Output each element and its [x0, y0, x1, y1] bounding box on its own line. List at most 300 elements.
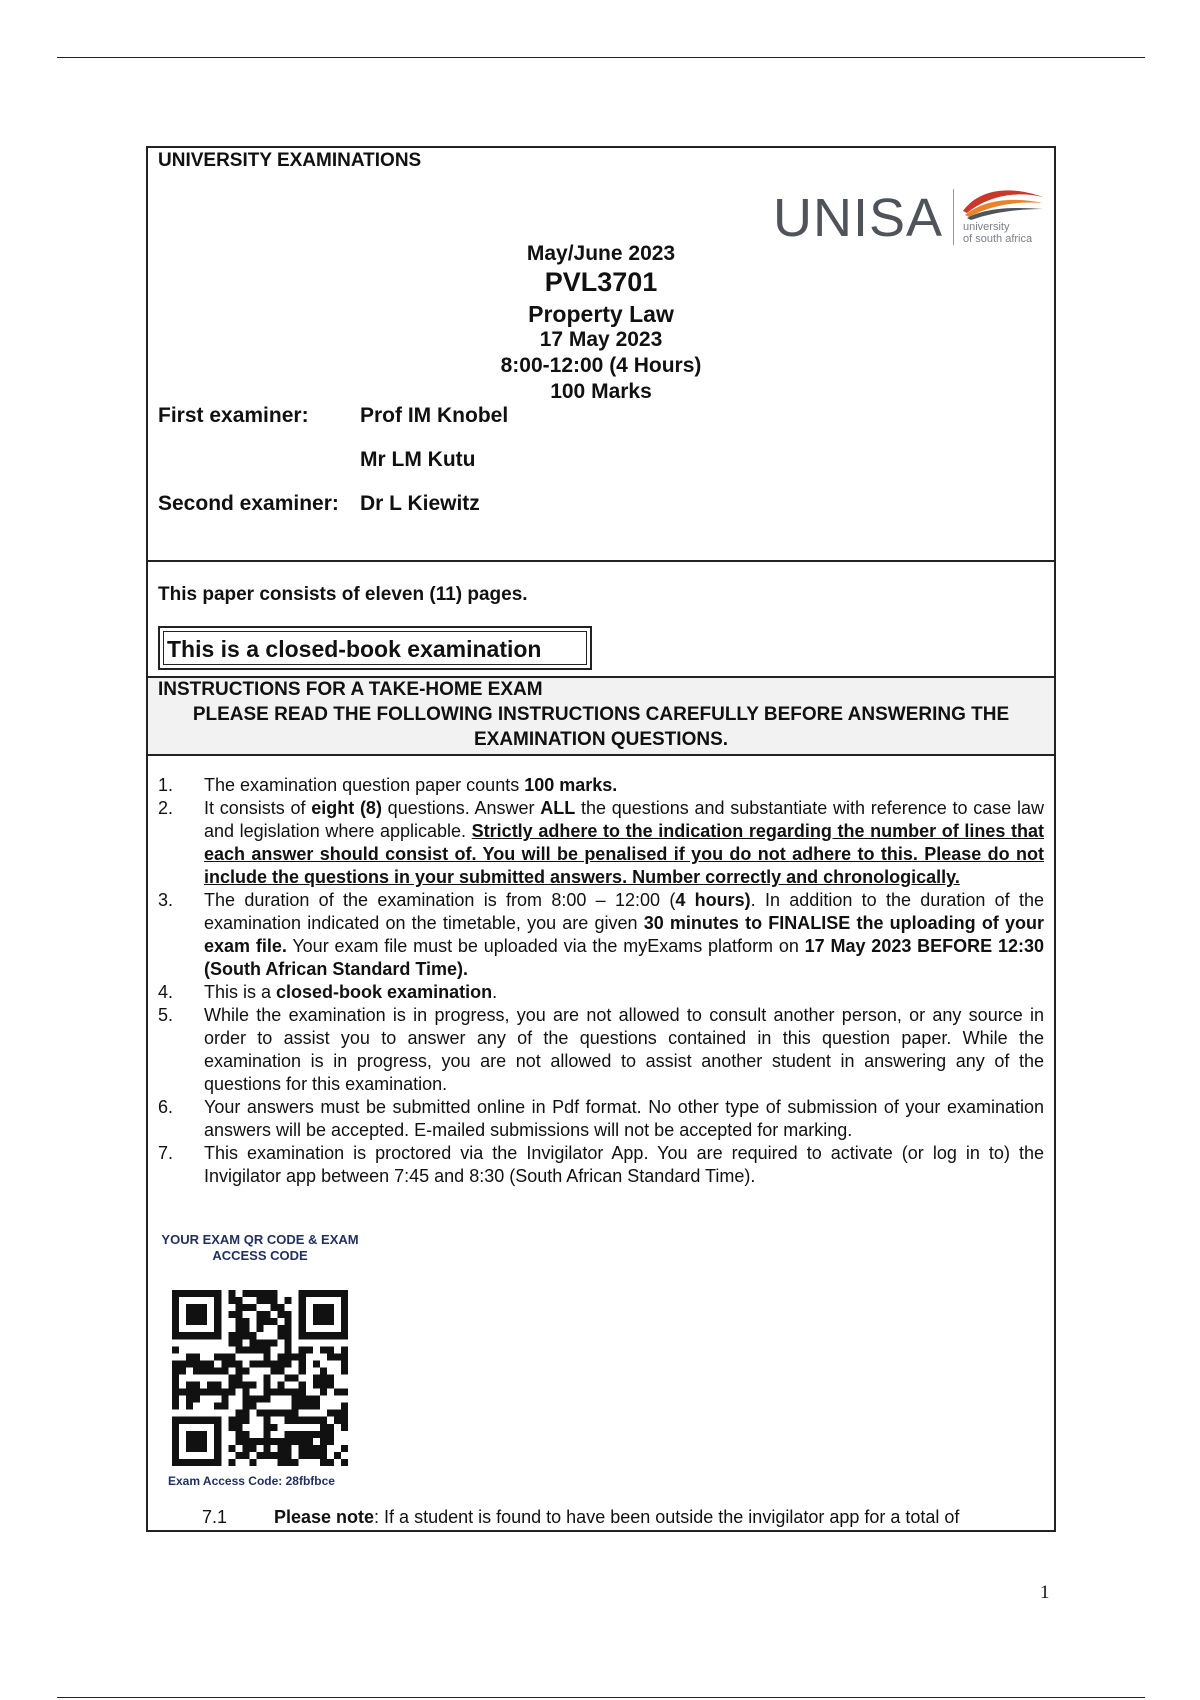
qr-module: [264, 1339, 271, 1346]
qr-module: [235, 1410, 242, 1417]
instructions-subtitle: PLEASE READ THE FOLLOWING INSTRUCTIONS CAREFULLY BEFORE ANSWERING THE EXAMINATION QUESTIONS.: [192, 704, 1010, 750]
logo-tagline-line1: university: [963, 221, 1010, 233]
instruction-text: the questions and substantiate with reference to case law and legislation where applicable.: [204, 798, 1045, 841]
qr-code-label: YOUR EXAM QR CODE & EXAM ACCESS CODE: [161, 1232, 359, 1263]
qr-module: [172, 1382, 179, 1389]
qr-module: [214, 1403, 221, 1410]
qr-module: [320, 1367, 327, 1374]
qr-module: [228, 1311, 235, 1318]
qr-module: [221, 1389, 228, 1396]
qr-module: [278, 1382, 285, 1389]
instruction-text: 17 May 2023 BEFORE 12:30 (South African Standard Time).: [204, 936, 1044, 979]
instruction-text: eight (8): [311, 798, 382, 818]
qr-module: [334, 1452, 341, 1459]
qr-module: [320, 1389, 327, 1396]
qr-module: [249, 1346, 256, 1353]
exam-qr-code: [172, 1290, 348, 1466]
qr-module: [285, 1360, 292, 1367]
qr-module: [285, 1438, 292, 1445]
qr-module: [256, 1290, 263, 1297]
qr-module: [278, 1304, 285, 1311]
qr-module: [193, 1353, 200, 1360]
qr-module: [285, 1325, 292, 1332]
qr-module: [207, 1367, 214, 1374]
qr-module: [249, 1438, 256, 1445]
instruction-number: 6.: [158, 1097, 174, 1117]
instruction-text: This is a: [204, 982, 277, 1002]
page-number: 1: [1040, 1582, 1050, 1603]
qr-module: [285, 1417, 292, 1424]
note-label: Please note: [274, 1507, 375, 1527]
qr-module: [327, 1424, 334, 1431]
exam-marks: 100 Marks: [550, 380, 652, 403]
qr-module: [299, 1396, 306, 1403]
qr-module: [172, 1389, 179, 1396]
instruction-text: Strictly adhere to the indication regarding the number of lines that each answer should consist of. You will be penalised if you do not adhere to this. Please do not include the questions in your submitted answers. Number correctly and chronologically.: [204, 821, 1044, 887]
qr-module: [193, 1389, 200, 1396]
qr-module: [271, 1304, 278, 1311]
qr-module: [271, 1290, 278, 1297]
qr-module: [320, 1445, 327, 1452]
qr-module: [235, 1367, 242, 1374]
qr-module: [341, 1346, 348, 1353]
qr-module: [341, 1389, 348, 1396]
instruction-text: The duration of the examination is from 8:00 – 12:00 (: [204, 890, 676, 910]
instruction-text: .: [492, 982, 498, 1002]
qr-module: [214, 1367, 221, 1374]
qr-module: [264, 1424, 271, 1431]
qr-module: [299, 1382, 306, 1389]
qr-module: [278, 1459, 285, 1466]
qr-module: [193, 1396, 200, 1403]
qr-module: [313, 1417, 320, 1424]
qr-module: [285, 1445, 292, 1452]
qr-module: [292, 1431, 299, 1438]
qr-module: [327, 1382, 334, 1389]
qr-module: [285, 1452, 292, 1459]
qr-module: [271, 1452, 278, 1459]
qr-module: [235, 1431, 242, 1438]
instruction-text: 100 marks.: [524, 775, 618, 795]
qr-module: [327, 1346, 334, 1353]
qr-module: [172, 1403, 179, 1410]
qr-module: [306, 1396, 313, 1403]
qr-module: [264, 1374, 271, 1381]
qr-module: [285, 1459, 292, 1466]
note-7-1: [202, 1506, 1042, 1529]
page-count-line: This paper consists of eleven (11) pages.: [158, 584, 528, 605]
qr-module: [306, 1431, 313, 1438]
qr-module: [299, 1445, 306, 1452]
qr-module: [320, 1424, 327, 1431]
qr-module: [285, 1374, 292, 1381]
logo-tagline-line2: of south africa: [963, 233, 1033, 245]
qr-module: [278, 1332, 285, 1339]
qr-module: [249, 1290, 256, 1297]
qr-module: [341, 1459, 348, 1466]
qr-module: [256, 1297, 263, 1304]
qr-module: [221, 1367, 228, 1374]
qr-module: [264, 1297, 271, 1304]
qr-module: [228, 1459, 235, 1466]
qr-module: [334, 1417, 341, 1424]
qr-module: [186, 1396, 193, 1403]
qr-module: [320, 1452, 327, 1459]
qr-module: [306, 1445, 313, 1452]
qr-module: [264, 1410, 271, 1417]
qr-module: [292, 1403, 299, 1410]
qr-module: [228, 1353, 235, 1360]
qr-module: [200, 1367, 207, 1374]
module-title: Property Law: [528, 301, 674, 327]
qr-module: [235, 1360, 242, 1367]
qr-module: [285, 1353, 292, 1360]
qr-module: [186, 1431, 207, 1452]
qr-module: [228, 1389, 235, 1396]
qr-module: [341, 1403, 348, 1410]
instruction-number: 2.: [158, 798, 174, 818]
paper-info-section: [148, 560, 1054, 676]
qr-module: [320, 1382, 327, 1389]
qr-module: [172, 1346, 179, 1353]
qr-module: [249, 1403, 256, 1410]
qr-module: [256, 1360, 263, 1367]
qr-module: [341, 1360, 348, 1367]
instruction-text: While the examination is in progress, you are not allowed to consult another person, or any source in order to assist you to answer any of the questions contained in this question paper. While the examination is in progress, you are not allowed to assist another student in answering any of the questions for this examination.: [204, 1005, 1044, 1094]
qr-module: [271, 1318, 278, 1325]
qr-module: [214, 1389, 221, 1396]
qr-module: [299, 1360, 306, 1367]
qr-module: [271, 1410, 278, 1417]
qr-module: [334, 1353, 341, 1360]
instruction-item: [158, 981, 1044, 1004]
instructions-title: INSTRUCTIONS FOR A TAKE-HOME EXAM: [158, 679, 543, 700]
qr-module: [228, 1290, 235, 1297]
qr-module: [172, 1374, 179, 1381]
qr-module: [320, 1374, 327, 1381]
qr-module: [313, 1431, 320, 1438]
qr-module: [285, 1297, 292, 1304]
qr-module: [242, 1410, 249, 1417]
qr-module: [313, 1374, 320, 1381]
qr-module: [306, 1417, 313, 1424]
qr-module: [278, 1353, 285, 1360]
qr-module: [264, 1438, 271, 1445]
qr-module: [271, 1367, 278, 1374]
unisa-logo-word: UNISA: [773, 188, 944, 248]
qr-module: [285, 1332, 292, 1339]
qr-module: [285, 1311, 292, 1318]
qr-module: [228, 1424, 235, 1431]
qr-module: [278, 1452, 285, 1459]
qr-module: [235, 1297, 242, 1304]
qr-module: [313, 1445, 320, 1452]
qr-module: [186, 1403, 193, 1410]
qr-module: [320, 1459, 327, 1466]
qr-module: [179, 1389, 186, 1396]
qr-module: [235, 1332, 242, 1339]
second-examiner-label: Second examiner:: [158, 492, 339, 515]
qr-module: [292, 1353, 299, 1360]
qr-module: [264, 1431, 271, 1438]
qr-module: [264, 1311, 271, 1318]
university-examinations-label: UNIVERSITY EXAMINATIONS: [158, 150, 422, 171]
qr-module: [256, 1311, 263, 1318]
unisa-swoosh-icon: [957, 185, 1047, 221]
qr-module: [264, 1396, 271, 1403]
qr-module: [341, 1367, 348, 1374]
qr-module: [285, 1339, 292, 1346]
qr-module: [278, 1311, 285, 1318]
qr-module: [313, 1360, 320, 1367]
instruction-item: [158, 1096, 1044, 1142]
qr-module: [249, 1396, 256, 1403]
qr-module: [306, 1438, 313, 1445]
qr-module: [221, 1396, 228, 1403]
qr-module: [228, 1332, 235, 1339]
qr-module: [271, 1297, 278, 1304]
qr-module: [271, 1339, 278, 1346]
qr-module: [313, 1382, 320, 1389]
qr-module: [278, 1360, 285, 1367]
exam-cover-frame: [146, 146, 1056, 1532]
instruction-item: [158, 889, 1044, 981]
instruction-list: [158, 774, 1044, 1188]
qr-module: [242, 1332, 249, 1339]
instruction-item: [158, 774, 1044, 797]
qr-module: [292, 1417, 299, 1424]
qr-module: [306, 1452, 313, 1459]
qr-module: [256, 1410, 263, 1417]
qr-module: [327, 1353, 334, 1360]
qr-module: [242, 1431, 249, 1438]
qr-module: [334, 1389, 341, 1396]
qr-module: [242, 1389, 249, 1396]
qr-module: [193, 1360, 200, 1367]
qr-module: [242, 1403, 249, 1410]
qr-module: [292, 1459, 299, 1466]
qr-module: [313, 1452, 320, 1459]
qr-module: [221, 1360, 228, 1367]
qr-module: [264, 1382, 271, 1389]
qr-module: [235, 1304, 242, 1311]
qr-module: [228, 1445, 235, 1452]
qr-module: [249, 1339, 256, 1346]
qr-module: [242, 1346, 249, 1353]
instruction-number: 3.: [158, 890, 174, 910]
instruction-number: 1.: [158, 775, 174, 795]
instruction-text: It consists of: [204, 798, 312, 818]
instruction-number: 5.: [158, 1005, 174, 1025]
qr-module: [264, 1360, 271, 1367]
qr-module: [235, 1339, 242, 1346]
qr-module: [235, 1318, 242, 1325]
qr-module: [235, 1452, 242, 1459]
exam-date: 17 May 2023: [539, 328, 663, 351]
qr-module: [221, 1353, 228, 1360]
qr-module: [264, 1290, 271, 1297]
qr-module: [214, 1382, 221, 1389]
qr-module: [341, 1417, 348, 1424]
qr-module: [292, 1438, 299, 1445]
qr-module: [341, 1353, 348, 1360]
instruction-item: [158, 797, 1044, 889]
qr-module: [242, 1452, 249, 1459]
qr-module: [249, 1332, 256, 1339]
qr-module: [327, 1459, 334, 1466]
qr-module: [186, 1360, 193, 1367]
instruction-text: closed-book examination: [276, 982, 493, 1002]
qr-module: [200, 1389, 207, 1396]
note-number: 7.1: [202, 1507, 228, 1527]
instruction-text: ALL: [540, 798, 576, 818]
qr-module: [242, 1325, 249, 1332]
qr-module: [264, 1452, 271, 1459]
qr-module: [256, 1346, 263, 1353]
qr-module: [172, 1396, 179, 1403]
bottom-rule: [57, 1697, 1145, 1698]
qr-module: [327, 1410, 334, 1417]
qr-module: [271, 1438, 278, 1445]
qr-module: [228, 1382, 235, 1389]
qr-module: [172, 1360, 179, 1367]
qr-module: [313, 1304, 334, 1325]
qr-module: [264, 1389, 271, 1396]
first-examiner-name-1: Prof IM Knobel: [360, 404, 509, 427]
qr-module: [327, 1374, 334, 1381]
qr-module: [242, 1382, 249, 1389]
qr-module: [235, 1325, 242, 1332]
qr-module: [214, 1353, 221, 1360]
qr-module: [292, 1396, 299, 1403]
qr-module: [249, 1459, 256, 1466]
qr-module: [235, 1438, 242, 1445]
qr-module: [256, 1396, 263, 1403]
qr-module: [285, 1346, 292, 1353]
qr-module: [313, 1396, 320, 1403]
qr-module: [299, 1452, 306, 1459]
qr-module: [207, 1382, 214, 1389]
qr-module: [299, 1346, 306, 1353]
qr-module: [278, 1445, 285, 1452]
qr-module: [271, 1424, 278, 1431]
qr-module: [242, 1318, 249, 1325]
qr-module: [249, 1445, 256, 1452]
qr-module: [306, 1346, 313, 1353]
exam-session: May/June 2023: [526, 242, 676, 265]
second-examiner-name: Dr L Kiewitz: [360, 492, 480, 515]
qr-module: [320, 1346, 327, 1353]
qr-module: [341, 1424, 348, 1431]
qr-module: [278, 1325, 285, 1332]
qr-module: [256, 1452, 263, 1459]
qr-module: [264, 1346, 271, 1353]
qr-module: [285, 1431, 292, 1438]
qr-module: [285, 1389, 292, 1396]
qr-module: [285, 1318, 292, 1325]
qr-module: [186, 1353, 193, 1360]
qr-module: [299, 1353, 306, 1360]
qr-module: [320, 1417, 327, 1424]
qr-module: [327, 1438, 334, 1445]
closed-book-label: This is a closed-book examination: [163, 631, 587, 665]
qr-module: [264, 1417, 271, 1424]
qr-module: [292, 1374, 299, 1381]
closed-book-box: [158, 626, 592, 670]
qr-module: [228, 1374, 235, 1381]
qr-module: [242, 1290, 249, 1297]
qr-module: [179, 1360, 186, 1367]
qr-module: [235, 1311, 242, 1318]
qr-module: [320, 1438, 327, 1445]
qr-module: [285, 1410, 292, 1417]
qr-module: [299, 1438, 306, 1445]
instruction-number: 4.: [158, 982, 174, 1002]
exam-access-code: Exam Access Code: 28fbfbce: [168, 1474, 335, 1488]
instruction-text: Your exam file must be uploaded via the myExams platform on: [286, 936, 805, 956]
qr-module: [327, 1431, 334, 1438]
qr-module: [299, 1431, 306, 1438]
qr-module: [207, 1360, 214, 1367]
qr-module: [228, 1297, 235, 1304]
qr-module: [278, 1410, 285, 1417]
qr-module: [228, 1417, 235, 1424]
qr-module: [242, 1438, 249, 1445]
qr-module: [172, 1367, 179, 1374]
qr-module: [249, 1382, 256, 1389]
qr-module: [341, 1410, 348, 1417]
qr-module: [313, 1403, 320, 1410]
qr-module: [299, 1389, 306, 1396]
qr-module: [186, 1304, 207, 1325]
instruction-text: questions. Answer: [381, 798, 541, 818]
qr-module: [256, 1438, 263, 1445]
qr-module: [264, 1353, 271, 1360]
top-rule: [57, 57, 1145, 58]
first-examiner-name-2: Mr LM Kutu: [360, 448, 476, 471]
qr-module: [179, 1367, 186, 1374]
qr-module: [242, 1445, 249, 1452]
qr-module: [264, 1445, 271, 1452]
first-examiner-label: First examiner:: [158, 404, 309, 427]
qr-module: [193, 1367, 200, 1374]
qr-module: [306, 1403, 313, 1410]
qr-module: [264, 1318, 271, 1325]
qr-module: [242, 1304, 249, 1311]
qr-module: [278, 1389, 285, 1396]
instruction-text: 30 minutes to FINALISE the uploading of your exam file.: [204, 913, 1044, 956]
qr-module: [299, 1367, 306, 1374]
note-text: : If a student is found to have been outside the invigilator app for a total of: [374, 1507, 960, 1527]
qr-module: [235, 1424, 242, 1431]
qr-module: [228, 1339, 235, 1346]
qr-module: [249, 1304, 256, 1311]
qr-module: [200, 1360, 207, 1367]
qr-module: [221, 1403, 228, 1410]
qr-module: [186, 1382, 193, 1389]
qr-module: [235, 1417, 242, 1424]
qr-module: [278, 1367, 285, 1374]
instruction-item: [158, 1142, 1044, 1188]
qr-module: [271, 1360, 278, 1367]
qr-module: [242, 1396, 249, 1403]
qr-module: [299, 1417, 306, 1424]
qr-module: [292, 1410, 299, 1417]
qr-module: [235, 1374, 242, 1381]
qr-module: [334, 1410, 341, 1417]
qr-module: [193, 1382, 200, 1389]
qr-module: [271, 1389, 278, 1396]
